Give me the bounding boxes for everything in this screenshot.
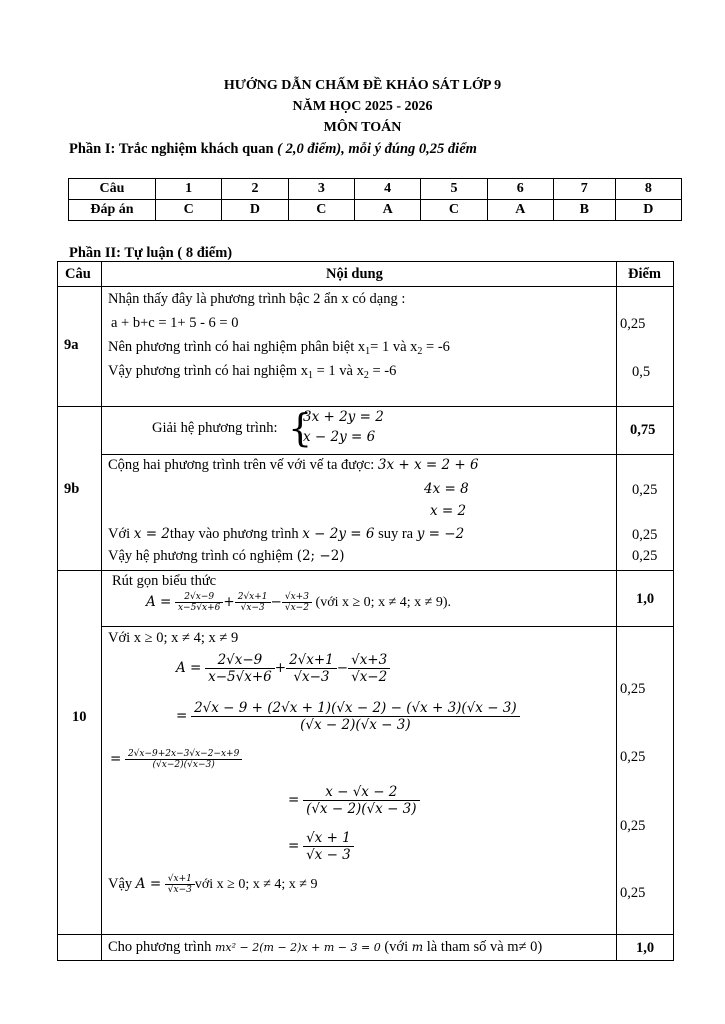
numerator: √x + 1 bbox=[303, 830, 354, 847]
school-year: NĂM HỌC 2025 - 2026 bbox=[292, 99, 433, 114]
q11-pre: Cho phương trình bbox=[108, 939, 212, 955]
denominator: √x − 3 bbox=[306, 847, 351, 863]
question-cell: 8 bbox=[615, 179, 681, 200]
q9b-intro: Giải hệ phương trình: bbox=[152, 420, 278, 436]
q9a-line4-post: = -6 bbox=[368, 363, 397, 379]
row-label-dap-an: Đáp án bbox=[69, 200, 156, 221]
q11-m: m bbox=[411, 940, 424, 954]
answer-table-question-row bbox=[69, 179, 682, 200]
part2-title: Phần II: Tự luận ( 8 điểm) bbox=[69, 245, 233, 261]
q10-line3: = $\frac{2√x-9+2x-3√x-2-x+9}{(√x-2)(√x-3)}$ bbox=[110, 749, 242, 770]
q9a-line4-mid: = 1 và x bbox=[312, 363, 364, 379]
subscript: 1 bbox=[365, 346, 371, 357]
fraction bbox=[348, 652, 390, 685]
answer-cell: C bbox=[288, 200, 354, 221]
numerator: x − √x − 2 bbox=[303, 784, 419, 801]
question-cell: 7 bbox=[553, 179, 615, 200]
q9a-line3-mid: = 1 và x bbox=[370, 339, 418, 355]
q9a-line2: a + b+c = 1+ 5 - 6 = 0 bbox=[111, 315, 239, 331]
score: 0,25 bbox=[620, 885, 646, 901]
q9b-solution: (2; −2) bbox=[296, 548, 345, 564]
q9b-sub-pre: Với bbox=[108, 526, 131, 542]
subject: MÔN TOÁN bbox=[323, 120, 402, 135]
q9b-conclude-text: Vậy hệ phương trình có nghiệm bbox=[108, 548, 294, 564]
q10-with-cond: Với x ≥ 0; x ≠ 4; x ≠ 9 bbox=[108, 630, 239, 646]
question-cell: 6 bbox=[487, 179, 553, 200]
denominator: x−5√x+6 bbox=[208, 669, 272, 685]
score: 0,25 bbox=[620, 749, 646, 765]
part1-title-bold: Phần I: Trắc nghiệm khách quan bbox=[69, 141, 274, 157]
denominator: (√x − 2)(√x − 3) bbox=[300, 717, 411, 733]
row-label-cau: Câu bbox=[69, 179, 156, 200]
fraction bbox=[205, 652, 275, 685]
denominator: x−5√x+6 bbox=[177, 603, 221, 613]
doc-title: HƯỚNG DẪN CHẤM ĐỀ KHẢO SÁT LỚP 9 bbox=[223, 78, 502, 93]
q9a-line3-pre: Nên phương trình có hai nghiệm phân biệt x bbox=[108, 339, 366, 355]
q11-mid: (với bbox=[384, 939, 409, 955]
q9b-step2: x = 2 bbox=[430, 503, 467, 519]
q9b-eq2: x − 2y = 6 bbox=[303, 429, 376, 445]
answer-cell: C bbox=[156, 200, 222, 221]
score: 0,25 bbox=[620, 681, 646, 697]
q9b-add-eq: 3x + x = 2 + 6 bbox=[377, 457, 479, 473]
fraction bbox=[175, 592, 223, 613]
column-divider bbox=[101, 262, 102, 960]
q9b-sub-eq: x − 2y = 6 bbox=[302, 526, 375, 542]
header-cau: Câu bbox=[65, 266, 91, 282]
answer-table bbox=[68, 178, 682, 221]
denominator: √x−3 bbox=[167, 885, 192, 895]
part1-title-italic: ( 2,0 điểm), mỗi ý đúng 0,25 điểm bbox=[273, 141, 477, 157]
q10-final-cond: với x ≥ 0; x ≠ 4; x ≠ 9 bbox=[194, 876, 318, 892]
question-cell: 3 bbox=[288, 179, 354, 200]
score: 0,25 bbox=[632, 548, 658, 564]
row-divider bbox=[58, 570, 673, 571]
numerator: 2√x+1 bbox=[235, 592, 271, 603]
fraction bbox=[125, 749, 242, 770]
row-divider bbox=[58, 406, 673, 407]
q9b-sub-mid: thay vào phương trình bbox=[169, 526, 299, 542]
answer-cell: D bbox=[615, 200, 681, 221]
score: 0,25 bbox=[632, 527, 658, 543]
answer-table-answer-row bbox=[69, 200, 682, 221]
q9b-add-text: Cộng hai phương trình trên vế với vế ta được: bbox=[108, 457, 375, 473]
q9b-step1: 4x = 8 bbox=[424, 481, 469, 497]
fraction bbox=[282, 592, 312, 613]
system-brace: { bbox=[288, 406, 313, 450]
score: 1,0 bbox=[636, 591, 655, 607]
denominator: (√x−2)(√x−3) bbox=[152, 760, 215, 770]
score: 0,25 bbox=[620, 316, 646, 332]
row-divider bbox=[58, 934, 673, 935]
expr-A: A = bbox=[146, 593, 172, 610]
q10-line5: = $\frac{√x + 1}{√x - 3}$ bbox=[288, 830, 354, 863]
grading-table bbox=[57, 261, 674, 961]
q9b-sub-mid2: suy ra bbox=[378, 526, 414, 542]
q9a-line1: Nhận thấy đây là phương trình bậc 2 ẩn x có dạng : bbox=[108, 291, 406, 307]
score: 0,75 bbox=[630, 422, 656, 438]
q10-condition: (với x ≥ 0; x ≠ 4; x ≠ 9). bbox=[315, 594, 451, 610]
q9a-line4 bbox=[108, 362, 396, 385]
header-diem: Điểm bbox=[628, 266, 662, 282]
q11-equation: mx² − 2(m − 2)x + m − 3 = 0 bbox=[214, 941, 381, 954]
denominator: √x−3 bbox=[240, 603, 265, 613]
numerator: √x+3 bbox=[348, 652, 390, 669]
q9b-substitute bbox=[108, 525, 464, 543]
question-cell: 2 bbox=[222, 179, 288, 200]
score: 0,25 bbox=[632, 482, 658, 498]
q10-line1: A = $\frac{2√x-9}{x-5√x+6}$ + $\frac{2√x+1}{√x-3}$ − $\frac{√x+3}{√x-2}$ bbox=[176, 652, 390, 685]
fraction bbox=[235, 592, 271, 613]
denominator: √x−3 bbox=[293, 669, 330, 685]
numerator: 2√x−9 bbox=[175, 592, 223, 603]
numerator: 2√x−9 bbox=[205, 652, 275, 669]
header-noi-dung: Nội dung bbox=[326, 266, 383, 282]
subscript: 2 bbox=[417, 346, 423, 357]
denominator: √x−2 bbox=[284, 603, 309, 613]
question-label-10: 10 bbox=[72, 709, 87, 725]
numerator: √x+1 bbox=[165, 874, 195, 885]
question-label-9b: 9b bbox=[64, 481, 80, 497]
answer-cell: D bbox=[222, 200, 288, 221]
q9b-sub-x: x = 2 bbox=[133, 526, 170, 542]
fraction bbox=[286, 652, 337, 685]
expr-A: A = bbox=[176, 659, 202, 676]
q10-intro: Rút gọn biểu thức bbox=[112, 573, 217, 589]
score: 0,25 bbox=[620, 818, 646, 834]
q10-line4: = $\frac{x - √x - 2}{(√x - 2)(√x - 3)}$ bbox=[288, 784, 420, 817]
denominator: √x−2 bbox=[351, 669, 388, 685]
q10-final bbox=[108, 874, 317, 895]
q9a-line4-pre: Vậy phương trình có hai nghiệm x bbox=[108, 363, 308, 379]
fraction bbox=[303, 830, 354, 863]
column-divider bbox=[616, 262, 617, 960]
score: 0,5 bbox=[632, 364, 651, 380]
row-divider bbox=[101, 626, 673, 627]
q9b-conclude bbox=[108, 547, 345, 565]
q9b-eq1: 3x + 2y = 2 bbox=[303, 409, 384, 425]
numerator: √x+3 bbox=[282, 592, 312, 603]
answer-cell: A bbox=[354, 200, 420, 221]
answer-cell: A bbox=[487, 200, 553, 221]
denominator: (√x − 2)(√x − 3) bbox=[306, 801, 417, 817]
q9b-add bbox=[108, 456, 479, 474]
score: 1,0 bbox=[636, 940, 655, 956]
answer-cell: B bbox=[553, 200, 615, 221]
q10-expression: A = $\frac{2√x-9}{x-5√x+6}$ + $\frac{2√x+1}{√x-3}$ − $\frac{√x+3}{√x-2}$ (với x ≥ 0; x ≠ 4; x ≠ 9). bbox=[146, 592, 451, 613]
fraction bbox=[165, 874, 195, 895]
q9a-line3-post: = -6 bbox=[422, 339, 450, 355]
q9b-sub-res: y = −2 bbox=[416, 526, 465, 542]
question-cell: 4 bbox=[354, 179, 420, 200]
row-divider bbox=[58, 286, 673, 287]
numerator: 2√x − 9 + (2√x + 1)(√x − 2) − (√x + 3)(√x − 3) bbox=[191, 700, 520, 717]
q11-post: là tham số và m≠ 0) bbox=[426, 939, 543, 955]
expr-A: A = bbox=[135, 875, 162, 892]
q9a-line3 bbox=[108, 338, 450, 361]
fraction bbox=[303, 784, 419, 817]
part1-title bbox=[69, 141, 477, 158]
numerator: 2√x−9+2x−3√x−2−x+9 bbox=[125, 749, 242, 760]
q11-text bbox=[108, 938, 542, 957]
q10-line2: = $\frac{2√x - 9 + (2√x + 1)(√x - 2) - (√x + 3)(√x - 3)}{(√x - 2)(√x - 3)}$ bbox=[176, 700, 520, 733]
fraction bbox=[191, 700, 520, 733]
numerator: 2√x+1 bbox=[286, 652, 337, 669]
q10-final-pre: Vậy bbox=[108, 875, 133, 892]
answer-cell: C bbox=[421, 200, 487, 221]
row-divider bbox=[101, 454, 673, 455]
question-label-9a: 9a bbox=[64, 337, 79, 353]
question-cell: 1 bbox=[156, 179, 222, 200]
question-cell: 5 bbox=[421, 179, 487, 200]
subscript: 1 bbox=[307, 370, 313, 381]
subscript: 2 bbox=[363, 370, 369, 381]
